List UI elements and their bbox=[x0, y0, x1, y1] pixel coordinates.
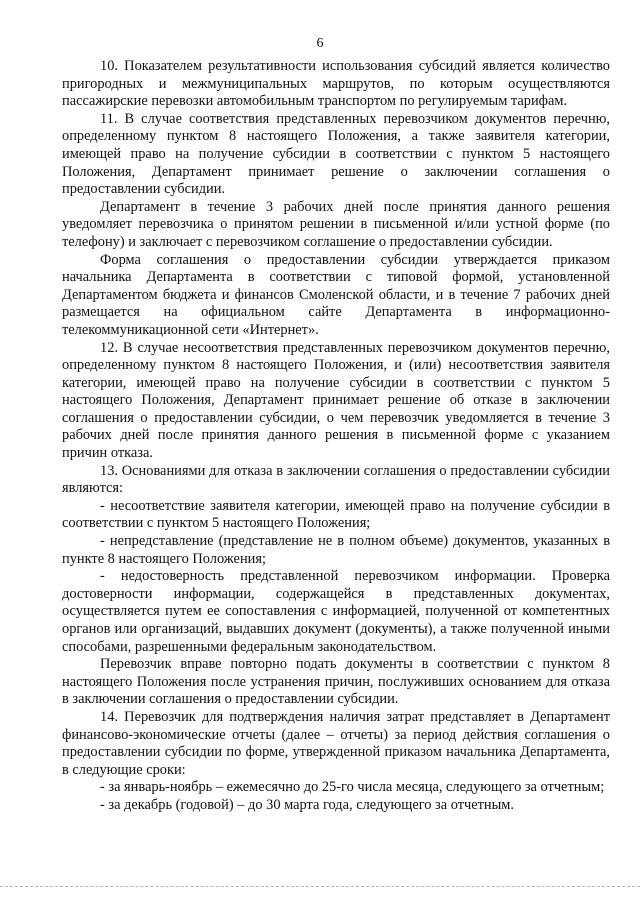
refusal-reason-1: - несоответствие заявителя категории, имеющей право на получение субсидии в соответствии с пунктом 5 настоящего Положения; bbox=[62, 497, 610, 532]
paragraph-11-agreement-form: Форма соглашения о предоставлении субсидии утверждается приказом начальника Департамента в соответствии с типовой формой, установленной Департаментом бюджета и финансов Смоленской области, и в течение 7 рабочих дней размещается на официальном сайте Департамента в информационно-телекоммуникационной сети «Интернет». bbox=[62, 251, 610, 338]
paragraph-10: 10. Показателем результативности использования субсидий является количество пригородных и межмуниципальных маршрутов, по которым осуществляются пассажирские перевозки автомобильным транспортом по регулируемым тарифам. bbox=[62, 58, 610, 110]
report-deadline-jan-nov: - за январь-ноябрь – ежемесячно до 25-го числа месяца, следующего за отчетным; bbox=[100, 779, 605, 796]
refusal-reason-2: - непредставление (представление не в полном объеме) документов, указанных в пункте 8 настоящего Положения; bbox=[62, 533, 610, 567]
paragraph-13: 13. Основаниями для отказа в заключении соглашения о предоставлении субсидии являются: bbox=[62, 462, 610, 497]
paragraph-12: 12. В случае несоответствия представленных перевозчиком документов перечню, определенному пунктом 8 настоящего Положения, и (или) несоответствия заявителя категории, имеющей право на получение субсидии в соответствии с пунктом 5 настоящего Положения, Департамент принимает решение об отказе в заключении соглашения о предоставлении субсидии, о чем перевозчик уведомляется в течение 3 рабочих дней после принятия данного решения в письменной форме с указанием причин отказа. bbox=[62, 339, 610, 462]
page-bottom-divider bbox=[0, 886, 640, 887]
paragraph-13-resubmission: Перевозчик вправе повторно подать документы в соответствии с пунктом 8 настоящего Положения после устранения причин, послуживших основанием для отказа в заключении соглашения о предоставлении субсидии. bbox=[62, 656, 610, 708]
document-body bbox=[62, 58, 610, 815]
refusal-reason-3: - недостоверность представленной перевозчиком информации. Проверка достоверности информации, содержащейся в представленных документах, осуществляется путем ее сопоставления с информацией, полученной от компетентных органов или организаций, выдавших документ (документы), а также полученной иными способами, разрешенными федеральным законодательством. bbox=[62, 568, 610, 655]
page-number: 6 bbox=[316, 36, 324, 51]
paragraph-11: 11. В случае соответствия представленных перевозчиком документов перечню, определенному пунктом 8 настоящего Положения, а также заявителя категории, имеющей право на получение субсидии в соответствии с пунктом 5 настоящего Положения, Департамент принимает решение о заключении соглашения о предоставлении субсидии. bbox=[62, 110, 610, 198]
paragraph-11-notification: Департамент в течение 3 рабочих дней после принятия данного решения уведомляет перевозчика о принятом решении в письменной и/или устной форме (по телефону) и заключает с перевозчиком соглашение о предоставлении субсидии. bbox=[62, 198, 610, 250]
paragraph-14: 14. Перевозчик для подтверждения наличия затрат представляет в Департамент финансово-экономические отчеты (далее – отчеты) за период действия соглашения о предоставлении субсидии по форме, утвержденной приказом начальника Департамента, в следующие сроки: bbox=[62, 708, 610, 778]
report-deadline-dec: - за декабрь (годовой) – до 30 марта года, следующего за отчетным. bbox=[100, 796, 514, 813]
